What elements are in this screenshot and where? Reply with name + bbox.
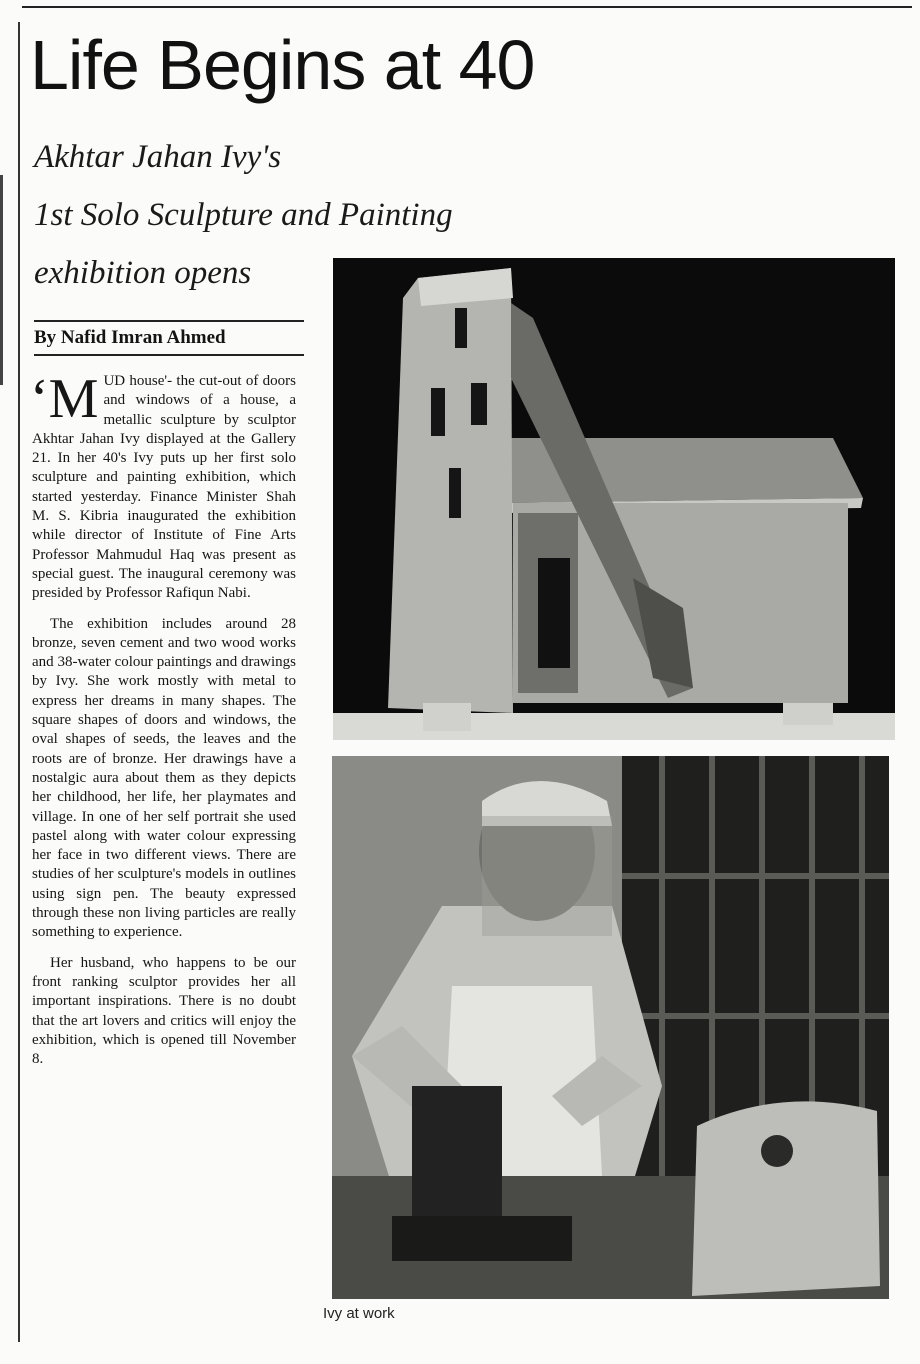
mud-house-sculpture-image xyxy=(333,258,895,740)
byline-rule-top xyxy=(34,320,304,322)
byline: By Nafid Imran Ahmed xyxy=(34,327,226,348)
deck-line: 1st Solo Sculpture and Painting xyxy=(34,197,453,233)
deck-line: Akhtar Jahan Ivy's xyxy=(34,139,282,175)
photo-caption: Ivy at work xyxy=(323,1305,395,1322)
paragraph: The exhibition includes around 28 bronze, seven cement and two wood works and 38-water colour paintings and drawings by Ivy. She work mostly with metal to express her dreams in many shapes. The square shapes of doors and windows, the oval shapes of seeds, the leaves and the roots are of bronze. Her drawings have a nostalgic aura about them as they depicts her childhood, her life, her playmates and village. In one of her self portrait she used pastel along with water colour expressing her face in two different views. There are studies of her sculpture's models in outlines using sign pen. The beauty expressed through these non living particles are really something to experience. xyxy=(32,615,296,941)
drop-cap: ‘M xyxy=(30,368,99,430)
headline: Life Begins at 40 xyxy=(30,26,535,104)
sculpture-photo xyxy=(333,258,895,740)
column-rule xyxy=(18,22,20,1342)
article-body xyxy=(30,368,296,1080)
ivy-at-work-photo xyxy=(332,756,889,1299)
page-edge-mark xyxy=(0,175,3,385)
top-rule xyxy=(22,6,912,8)
deck-line: exhibition opens xyxy=(34,255,252,291)
byline-rule-bottom xyxy=(34,354,304,356)
paragraph xyxy=(30,368,296,604)
paragraph-text: UD house'- the cut-out of doors and windows of a house, a metallic sculpture by sculptor Akhtar Jahan Ivy displayed at the Gallery 21. In her 40's Ivy puts up her first solo sculpture and painting exhibition, which started yesterday. Finance Minister Shah M. S. Kibria inaugurated the exhibition while director of Institute of Fine Arts Professor Mahmudul Haq was present as special guest. The inaugural ceremony was presided by Professor Rafiqun Nabi. xyxy=(32,373,296,602)
ivy-welding-image xyxy=(332,756,889,1299)
paragraph: Her husband, who happens to be our front ranking sculptor provides her all important inspirations. There is no doubt that the art lovers and critics will enjoy the exhibition, which is opened till November 8. xyxy=(32,954,296,1068)
